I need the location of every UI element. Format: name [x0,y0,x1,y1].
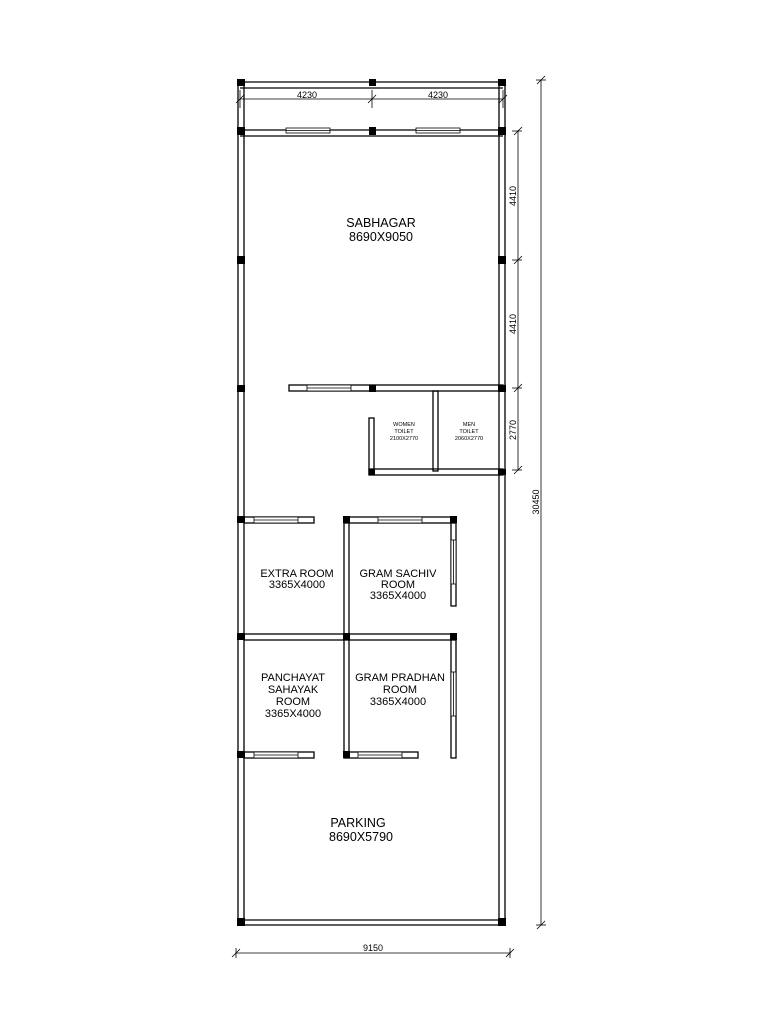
walls [238,82,505,925]
room-women-toilet-line1: WOMEN [393,422,415,428]
room-sabhagar [346,216,415,244]
window-top-left [286,128,330,133]
room-sabhagar-size: 8690X9050 [349,230,413,244]
room-gram-sachiv-size: 3365X4000 [369,590,427,602]
room-men-toilet-line1: MEN [462,422,476,428]
dim-top-right: 4230 [427,90,449,100]
window-gram-sachiv-top [378,517,422,523]
dim-overall-length: 30450 [531,489,541,515]
dim-top-left: 4230 [296,90,318,100]
dim-right-1: 4410 [508,185,518,207]
dim-overall-width: 9150 [362,943,384,953]
room-men-toilet-size: 2060X2770 [454,436,484,442]
room-panchayat-size: 3365X4000 [264,708,322,720]
window-extra-room [254,517,298,523]
room-women-toilet [390,422,418,442]
room-sabhagar-name: SABHAGAR [346,216,416,230]
room-panchayat-line3: ROOM [275,696,311,708]
room-parking [329,816,393,844]
room-panchayat-line2: SAHAYAK [267,684,319,696]
window-gram-pradhan-side [451,672,456,716]
room-gram-sachiv [359,568,437,602]
room-women-toilet-size: 2100X2770 [389,436,419,442]
room-gram-pradhan-line1: GRAM PRADHAN [355,672,445,684]
dim-right-3: 2770 [508,419,518,441]
window-pradhan-bottom [358,752,402,758]
columns [237,79,506,926]
room-labels [260,216,483,844]
window-panchayat-bottom [254,752,298,758]
room-extra-room-size: 3365X4000 [268,579,326,591]
room-gram-sachiv-line1: GRAM SACHIV [359,568,437,580]
room-extra-room [260,568,333,591]
room-gram-pradhan-line2: ROOM [382,684,418,696]
window-gram-sachiv-side [451,540,456,584]
room-gram-pradhan [355,672,445,708]
room-panchayat-sahayak [261,672,325,720]
room-men-toilet [455,422,483,442]
room-panchayat-line1: PANCHAYAT [261,672,325,684]
room-gram-sachiv-line2: ROOM [380,579,416,591]
room-men-toilet-line2: TOILET [459,429,479,435]
room-extra-room-name: EXTRA ROOM [260,568,334,580]
window-sabhagar-bottom [307,385,351,391]
room-parking-size: 8690X5790 [329,830,393,844]
room-women-toilet-line2: TOILET [394,429,414,435]
room-parking-name: PARKING [330,816,386,830]
room-gram-pradhan-size: 3365X4000 [369,696,427,708]
window-top-right [416,128,460,133]
dim-right-2: 4410 [508,313,518,335]
